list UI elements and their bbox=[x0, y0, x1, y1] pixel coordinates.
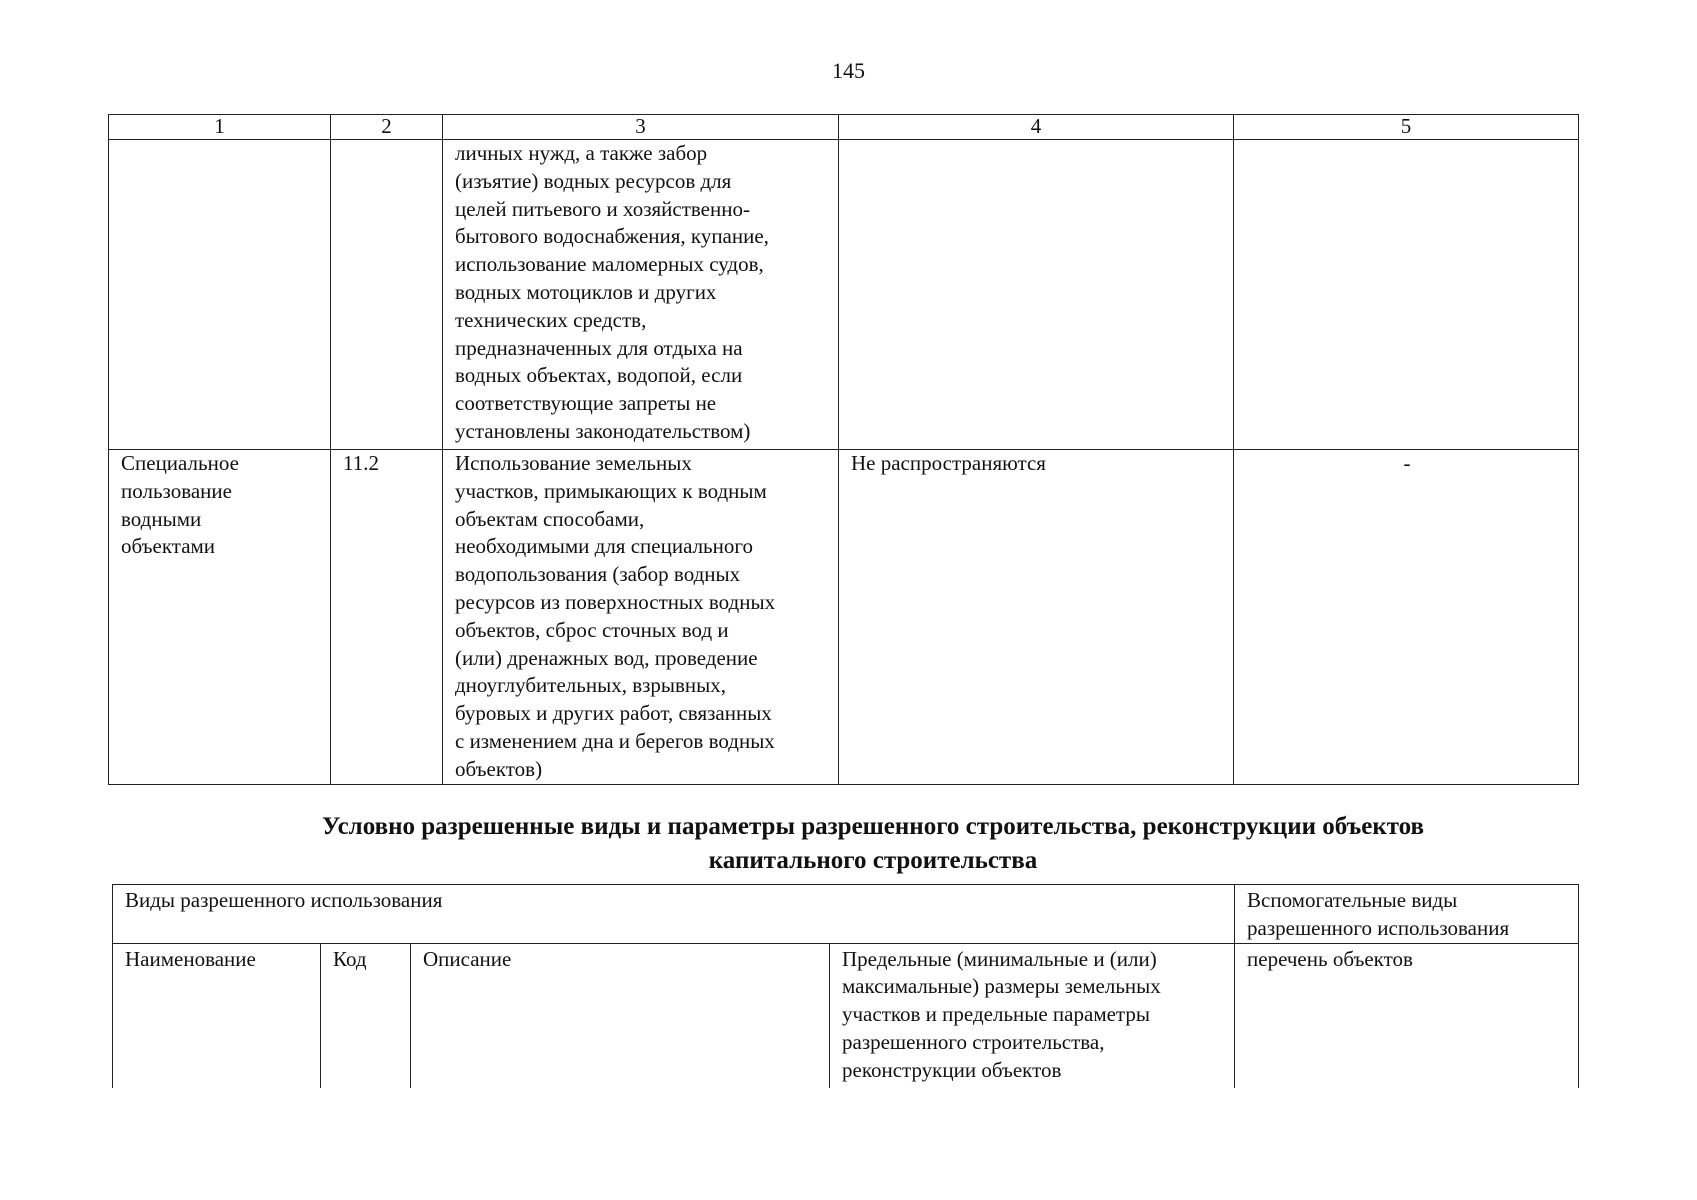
table-column-header-row bbox=[113, 943, 1579, 1088]
permitted-uses-group-header: Виды разрешенного использования bbox=[113, 885, 1235, 944]
column-number-row bbox=[109, 115, 1579, 140]
table-row bbox=[109, 450, 1579, 785]
conditional-use-table bbox=[112, 884, 1579, 1088]
use-parameters-cell: Не распространяются bbox=[839, 450, 1234, 785]
use-name-cell bbox=[109, 140, 331, 450]
column-number-4: 4 bbox=[839, 115, 1234, 140]
column-number-3: 3 bbox=[443, 115, 839, 140]
page-number: 145 bbox=[832, 58, 865, 83]
table-row bbox=[109, 140, 1579, 450]
parameters-column-header: Предельные (минимальные и (или) максимальные) размеры земельных участков и предельные параметры разрешенного строительства, реконструкции объектов bbox=[830, 943, 1235, 1088]
section-heading bbox=[108, 810, 1638, 878]
use-name-cell: Специальное пользование водными объектами bbox=[109, 450, 331, 785]
object-list-column-header: перечень объектов bbox=[1235, 943, 1579, 1088]
auxiliary-use-cell bbox=[1234, 140, 1579, 450]
column-number-1: 1 bbox=[109, 115, 331, 140]
use-parameters-cell bbox=[839, 140, 1234, 450]
auxiliary-uses-header: Вспомогательные виды разрешенного использования bbox=[1235, 885, 1579, 944]
table-group-header-row bbox=[113, 885, 1579, 944]
use-description-cell: Использование земельных участков, примыкающих к водным объектам способами, необходимыми для специального водопользования (забор водных ресурсов из поверхностных водных объектов, сброс сточных вод и (или) дренажных вод, проведение дноуглубительных, взрывных, буровых и других работ, связанных с изменением дна и берегов водных объектов) bbox=[443, 450, 839, 785]
section-heading-line-1: Условно разрешенные виды и параметры разрешенного строительства, реконструкции объектов bbox=[321, 813, 1425, 840]
use-code-cell: 11.2 bbox=[331, 450, 443, 785]
name-column-header: Наименование bbox=[113, 943, 321, 1088]
column-number-5: 5 bbox=[1234, 115, 1579, 140]
land-use-table-continued bbox=[108, 114, 1579, 785]
auxiliary-use-cell: - bbox=[1234, 450, 1579, 785]
use-code-cell bbox=[331, 140, 443, 450]
code-column-header: Код bbox=[321, 943, 411, 1088]
use-description-cell: личных нужд, а также забор (изъятие) водных ресурсов для целей питьевого и хозяйственно- бытового водоснабжения, купание, использование маломерных судов, водных мотоциклов и других технических средств, предназначенных для отдыха на водных объектах, водопой, если соответствующие запреты не установлены законодательством) bbox=[443, 140, 839, 450]
section-heading-line-2: капитального строительства bbox=[708, 847, 1038, 874]
description-column-header: Описание bbox=[411, 943, 830, 1088]
column-number-2: 2 bbox=[331, 115, 443, 140]
